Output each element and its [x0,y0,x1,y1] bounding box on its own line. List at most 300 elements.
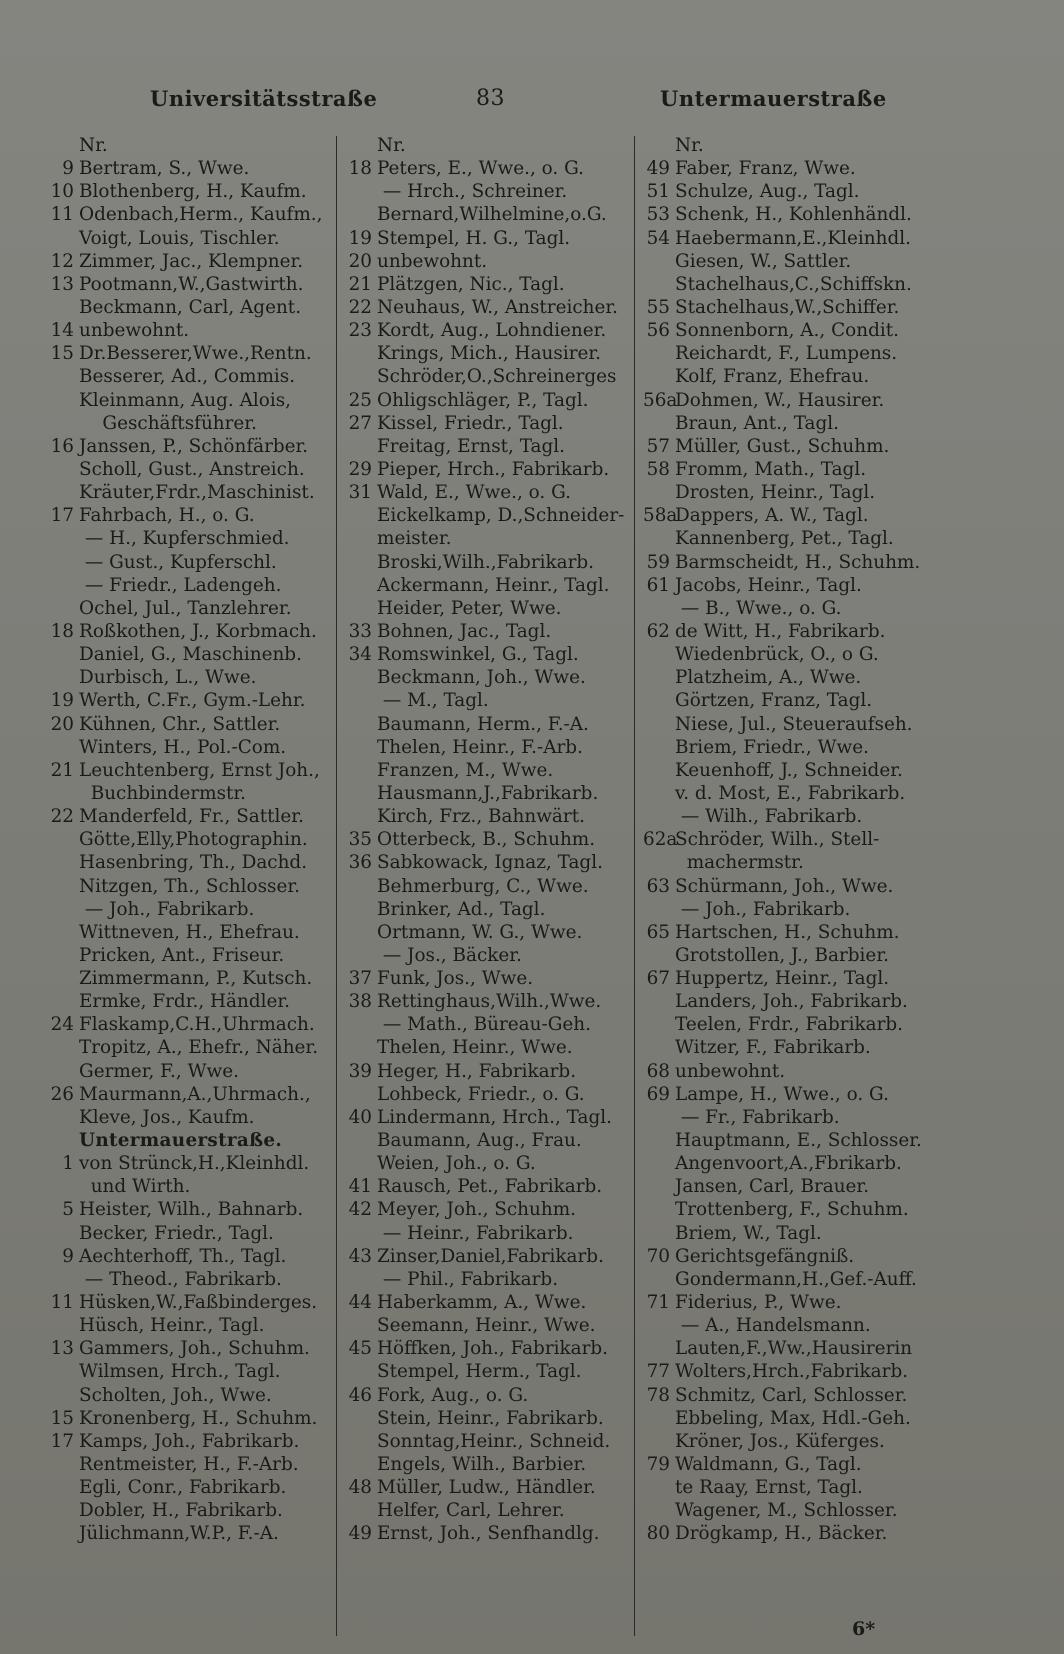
directory-entry [47,1083,331,1106]
directory-entry [47,1106,331,1129]
entry-text: Flaskamp,C.H.,Uhrmach. [79,1014,315,1036]
entry-text: Bertram, S., Wwe. [79,158,250,180]
house-number: 17 [50,1430,74,1452]
directory-entry [643,967,933,990]
entry-text: Scholl, Gust., Anstreich. [79,458,305,480]
entry-text: Müller, Gust., Schuhm. [675,435,890,457]
house-number: 18 [348,158,372,180]
directory-entry [345,203,630,226]
entry-text: Schenk, H., Kohlenhändl. [675,204,912,226]
directory-entry [345,736,630,759]
entry-text: Broski,Wilh.,Fabrikarb. [377,551,595,573]
entry-text: Daniel, G., Maschinenb. [79,644,302,666]
entry-text: Ebbeling, Max, Hdl.-Geh. [675,1407,911,1429]
entry-text: te Raay, Ernst, Tagl. [675,1477,863,1499]
entry-text: Rettinghaus,Wilh.,Wwe. [377,991,602,1013]
entry-text: Schröder,O.,Schreinerges [377,366,617,388]
house-number: 40 [348,1106,372,1128]
directory-entry [643,1337,933,1360]
entry-text: Schürmann, Joh., Wwe. [675,875,894,897]
directory-entry [47,1175,331,1198]
directory-entry [47,481,331,504]
entry-text: Janssen, P., Schönfärber. [79,435,309,457]
directory-entry [643,1222,933,1245]
house-number: 36 [348,852,372,874]
directory-entry [643,157,933,180]
entry-text: — Jos., Bäcker. [377,944,522,966]
directory-entry [47,389,331,412]
directory-entry [643,365,933,388]
directory-entry [47,1430,331,1453]
directory-entry [47,944,331,967]
house-number: 49 [646,158,670,180]
entry-text: Wittneven, H., Ehefrau. [79,921,300,943]
entry-text: Ochel, Jul., Tanzlehrer. [79,597,292,619]
entry-text: Eickelkamp, D.,Schneider- [377,505,625,527]
directory-entry [47,875,331,898]
directory-entry [643,1175,933,1198]
entry-text: Stempel, H. G., Tagl. [377,227,571,249]
entry-text: Niese, Jul., Steueraufseh. [675,713,913,735]
entry-text: Grotstollen, J., Barbier. [675,944,889,966]
directory-entry [47,1198,331,1221]
house-number: 62a [643,829,678,851]
directory-entry [643,134,933,157]
entry-text: Geschäftsführer. [79,412,257,434]
house-number: 39 [348,1060,372,1082]
entry-text: Kleve, Jos., Kaufm. [79,1106,255,1128]
entry-text: Stachelhaus,W.,Schiffer. [675,296,900,318]
directory-entry [47,1407,331,1430]
house-number: 12 [50,250,74,272]
entry-text: Kordt, Aug., Lohndiener. [377,320,607,342]
directory-entry [47,643,331,666]
house-number: 20 [50,713,74,735]
directory-entry [345,365,630,388]
entry-text: Stempel, Herm., Tagl. [377,1361,582,1383]
entry-text: Fromm, Math., Tagl. [675,458,867,480]
directory-entry [47,967,331,990]
entry-text: Krings, Mich., Hausirer. [377,343,602,365]
directory-entry [345,1291,630,1314]
entry-text: Giesen, W., Sattler. [675,250,852,272]
directory-entry [643,921,933,944]
entry-text: Schröder, Wilh., Stell- [675,829,880,851]
directory-entry [345,1013,630,1036]
house-number: 1 [62,1153,74,1175]
house-number: 20 [348,250,372,272]
directory-entry [345,1175,630,1198]
entry-text: Winters, H., Pol.-Com. [79,736,287,758]
directory-entry [47,319,331,342]
entry-text: Angenvoort,A.,Fbrikarb. [675,1153,902,1175]
directory-entry [47,597,331,620]
house-number: 63 [646,875,670,897]
directory-entry [47,412,331,435]
house-number: 44 [348,1292,372,1314]
directory-entry [345,250,630,273]
column-rule-1 [336,136,337,1636]
directory-entry [47,898,331,921]
entry-text: Teelen, Frdr., Fabrikarb. [675,1014,903,1036]
directory-entry [345,1198,630,1221]
entry-text: Wiedenbrück, O., o G. [675,644,879,666]
directory-entry [345,1129,630,1152]
entry-text: Götte,Elly,Photographin. [79,829,308,851]
entry-text: Höffken, Joh., Fabrikarb. [377,1338,609,1360]
directory-entry [47,1152,331,1175]
house-number: 70 [646,1245,670,1267]
entry-text: — Fr., Fabrikarb. [675,1106,840,1128]
directory-entry [643,1152,933,1175]
entry-text: Witzer, F., Fabrikarb. [675,1037,871,1059]
directory-entry [643,551,933,574]
entry-text: Hüsch, Heinr., Tagl. [79,1315,265,1337]
house-number: 9 [62,158,74,180]
directory-entry [643,689,933,712]
entry-text: Behmerburg, C., Wwe. [377,875,589,897]
entry-text: Kröner, Jos., Küferges. [675,1430,885,1452]
directory-entry [47,1384,331,1407]
directory-entry [643,944,933,967]
house-number: 21 [50,759,74,781]
directory-entry [345,134,630,157]
directory-entry [345,875,630,898]
entry-text: Ohligschläger, P., Tagl. [377,389,589,411]
entry-text: Meyer, Joh., Schuhm. [377,1199,576,1221]
house-number: 65 [646,921,670,943]
entry-text: — Joh., Fabrikarb. [675,898,851,920]
directory-entry [47,1013,331,1036]
house-number: 5 [62,1199,74,1221]
column-rule-2 [634,136,635,1636]
entry-text: Wilmsen, Hrch., Tagl. [79,1361,281,1383]
entry-text: Kolf, Franz, Ehefrau. [675,366,870,388]
directory-entry [47,1522,331,1545]
entry-text: Braun, Ant., Tagl. [675,412,840,434]
house-number: 24 [50,1014,74,1036]
directory-entry [47,1453,331,1476]
entry-text: Jacobs, Heinr., Tagl. [675,574,862,596]
directory-entry [643,990,933,1013]
entry-text: Fork, Aug., o. G. [377,1384,529,1406]
directory-entry [47,504,331,527]
directory-entry [643,342,933,365]
entry-text: Kronenberg, H., Schuhm. [79,1407,318,1429]
directory-entry [47,1245,331,1268]
entry-text: Buchbindermstr. [79,782,247,804]
entry-text: Schulze, Aug., Tagl. [675,181,860,203]
directory-entry [345,1314,630,1337]
directory-entry [643,296,933,319]
entry-text: Haebermann,E.,Kleinhdl. [675,227,911,249]
directory-entry [47,273,331,296]
directory-entry [47,1314,331,1337]
directory-entry [345,1245,630,1268]
entry-text: Germer, F., Wwe. [79,1060,239,1082]
entry-text: — A., Handelsmann. [675,1315,871,1337]
entry-text: Hartschen, H., Schuhm. [675,921,900,943]
directory-entry [643,1106,933,1129]
entry-text: Funk, Jos., Wwe. [377,968,534,990]
directory-entry [643,620,933,643]
directory-entry [47,736,331,759]
entry-text: Briem, W., Tagl. [675,1222,822,1244]
entry-text: Platzheim, A., Wwe. [675,667,862,689]
entry-text: Seemann, Heinr., Wwe. [377,1315,596,1337]
entry-text: Ackermann, Heinr., Tagl. [377,574,610,596]
directory-entry [47,342,331,365]
entry-text: Kissel, Friedr., Tagl. [377,412,564,434]
directory-entry [643,1060,933,1083]
directory-entry [345,805,630,828]
directory-entry [643,1360,933,1383]
entry-text: Pricken, Ant., Friseur. [79,944,285,966]
directory-entry [345,713,630,736]
house-number: 56a [643,389,678,411]
directory-entry [643,805,933,828]
entry-text: Lindermann, Hrch., Tagl. [377,1106,612,1128]
directory-entry [47,203,331,226]
directory-entry [643,1476,933,1499]
directory-entry [345,551,630,574]
directory-entry [643,180,933,203]
directory-entry [345,666,630,689]
entry-text: Kräuter,Frdr.,Maschinist. [79,482,315,504]
entry-text: Rentmeister, H., F.-Arb. [79,1454,299,1476]
entry-text: Pootmann,W.,Gastwirth. [79,273,304,295]
directory-entry [643,389,933,412]
directory-entry [47,227,331,250]
directory-entry [47,1499,331,1522]
directory-entry [345,319,630,342]
house-number: 43 [348,1245,372,1267]
directory-entry [345,759,630,782]
house-number: 53 [646,204,670,226]
house-number: 41 [348,1176,372,1198]
entry-text: Sonntag,Heinr., Schneid. [377,1430,611,1452]
entry-text: Drosten, Heinr., Tagl. [675,482,876,504]
house-number: 29 [348,458,372,480]
entry-text: Romswinkel, G., Tagl. [377,644,579,666]
directory-entry [47,134,331,157]
directory-entry [47,157,331,180]
entry-text: Gerichtsgefängniß. [675,1245,855,1267]
directory-entry [345,689,630,712]
directory-entry [345,296,630,319]
directory-entry [643,1384,933,1407]
directory-entry [345,1476,630,1499]
house-number: 23 [348,320,372,342]
entry-text: v. d. Most, E., Fabrikarb. [675,782,906,804]
directory-entry [643,828,933,851]
house-number: 58a [643,505,678,527]
house-number: 68 [646,1060,670,1082]
entry-text: Kleinmann, Aug. Alois, [79,389,292,411]
directory-entry [47,666,331,689]
directory-entry [47,828,331,851]
directory-entry [643,1245,933,1268]
directory-entry [345,620,630,643]
entry-text: Fiderius, P., Wwe. [675,1292,842,1314]
entry-text: Hausmann,J.,Fabrikarb. [377,782,599,804]
entry-text: Zimmermann, P., Kutsch. [79,968,313,990]
directory-entry [345,1060,630,1083]
house-number: 46 [348,1384,372,1406]
entry-text: Drögkamp, H., Bäcker. [675,1523,888,1545]
house-number: 22 [348,296,372,318]
house-number: 11 [50,204,74,226]
directory-entry [643,481,933,504]
entry-text: meister. [377,528,452,550]
directory-entry [47,180,331,203]
entry-text: Faber, Franz, Wwe. [675,158,856,180]
entry-text: Fahrbach, H., o. G. [79,505,255,527]
directory-entry [345,990,630,1013]
entry-text: Maurmann,A.,Uhrmach., [79,1083,311,1105]
entry-text: Plätzgen, Nic., Tagl. [377,273,565,295]
directory-entry [47,250,331,273]
entry-text: Kirch, Frz., Bahnwärt. [377,806,585,828]
directory-entry [345,574,630,597]
house-number: 14 [50,320,74,342]
directory-entry [643,851,933,874]
entry-text: Jansen, Carl, Brauer. [675,1176,870,1198]
directory-entry [643,1129,933,1152]
house-number: 15 [50,343,74,365]
entry-text: Neuhaus, W., Anstreicher. [377,296,618,318]
entry-text: Franzen, M., Wwe. [377,759,554,781]
entry-text: — Hrch., Schreiner. [377,181,568,203]
directory-entry [345,898,630,921]
entry-text: Kühnen, Chr., Sattler. [79,713,281,735]
directory-entry [345,389,630,412]
entry-text: Reichardt, F., Lumpens. [675,343,898,365]
entry-text: Wolters,Hrch.,Fabrikarb. [675,1361,909,1383]
running-head-left: Universitätsstraße [150,86,378,111]
house-number: 27 [348,412,372,434]
directory-entry [345,597,630,620]
directory-entry [345,851,630,874]
entry-text: Huppertz, Heinr., Tagl. [675,968,890,990]
house-number: 19 [348,227,372,249]
directory-entry [643,527,933,550]
directory-entry [643,273,933,296]
entry-text: Barmscheidt, H., Schuhm. [675,551,921,573]
directory-entry [643,597,933,620]
directory-entry [643,435,933,458]
entry-text: Trottenberg, F., Schuhm. [675,1199,909,1221]
directory-entry [643,643,933,666]
entry-text: Waldmann, G., Tagl. [675,1454,862,1476]
entry-text: Stein, Heinr., Fabrikarb. [377,1407,604,1429]
directory-entry [47,1291,331,1314]
page-number: 83 [476,86,505,111]
house-number: 56 [646,320,670,342]
house-number: 15 [50,1407,74,1429]
entry-text: Beckmann, Carl, Agent. [79,296,302,318]
directory-entry [345,1083,630,1106]
entry-text: Wald, E., Wwe., o. G. [377,482,571,504]
house-number: 57 [646,435,670,457]
house-number: 9 [62,1245,74,1267]
entry-text: Becker, Friedr., Tagl. [79,1222,274,1244]
directory-entry [345,944,630,967]
directory-entry [643,1522,933,1545]
directory-entry [47,1036,331,1059]
entry-text: Dohmen, W., Hausirer. [675,389,885,411]
entry-text: Durbisch, L., Wwe. [79,667,257,689]
entry-text: Peters, E., Wwe., o. G. [377,158,584,180]
entry-text: Bernard,Wilhelmine,o.G. [377,204,607,226]
entry-text: Scholten, Joh., Wwe. [79,1384,272,1406]
entry-text: Heister, Wilh., Bahnarb. [79,1199,304,1221]
entry-text: Görtzen, Franz, Tagl. [675,690,873,712]
entry-text: Nr. [675,135,704,156]
entry-text: — Theod., Fabrikarb. [79,1268,282,1290]
directory-entry [643,412,933,435]
house-number: 21 [348,273,372,295]
street-heading [47,1129,331,1152]
house-number: 34 [348,644,372,666]
directory-entry [345,273,630,296]
directory-entry [345,458,630,481]
directory-entry [643,1198,933,1221]
directory-entry [47,1268,331,1291]
entry-text: Manderfeld, Fr., Sattler. [79,806,304,828]
entry-text: Thelen, Heinr., Wwe. [377,1037,573,1059]
directory-entry [643,1268,933,1291]
house-number: 78 [646,1384,670,1406]
entry-text: und Wirth. [79,1176,191,1198]
entry-text: Otterbeck, B., Schuhm. [377,829,596,851]
entry-text: Aechterhoff, Th., Tagl. [79,1245,287,1267]
directory-entry [345,1453,630,1476]
directory-entry [47,759,331,782]
entry-text: Roßkothen, J., Korbmach. [79,620,317,642]
directory-entry [47,527,331,550]
entry-text: Baumann, Herm., F.-A. [377,713,589,735]
house-number: 51 [646,181,670,203]
house-number: 10 [50,181,74,203]
directory-entry [345,1036,630,1059]
directory-entry [345,921,630,944]
entry-text: — M., Tagl. [377,690,489,712]
entry-text: Bohnen, Jac., Tagl. [377,620,552,642]
entry-text: Ernst, Joh., Senfhandlg. [377,1523,600,1545]
house-number: 11 [50,1292,74,1314]
directory-entry [47,851,331,874]
directory-entry [345,180,630,203]
column-2 [345,134,630,1546]
entry-text: Kamps, Joh., Fabrikarb. [79,1430,300,1452]
directory-entry [345,782,630,805]
entry-text: Brinker, Ad., Tagl. [377,898,546,920]
house-number: 67 [646,968,670,990]
directory-entry [47,458,331,481]
entry-text: Helfer, Carl, Lehrer. [377,1500,565,1522]
directory-entry [345,967,630,990]
directory-entry [47,805,331,828]
directory-entry [345,1384,630,1407]
directory-entry [345,1106,630,1129]
directory-entry [345,227,630,250]
house-number: 61 [646,574,670,596]
entry-text: Heider, Peter, Wwe. [377,597,562,619]
directory-entry [643,504,933,527]
house-number: 26 [50,1083,74,1105]
entry-text: — Wilh., Fabrikarb. [675,806,863,828]
